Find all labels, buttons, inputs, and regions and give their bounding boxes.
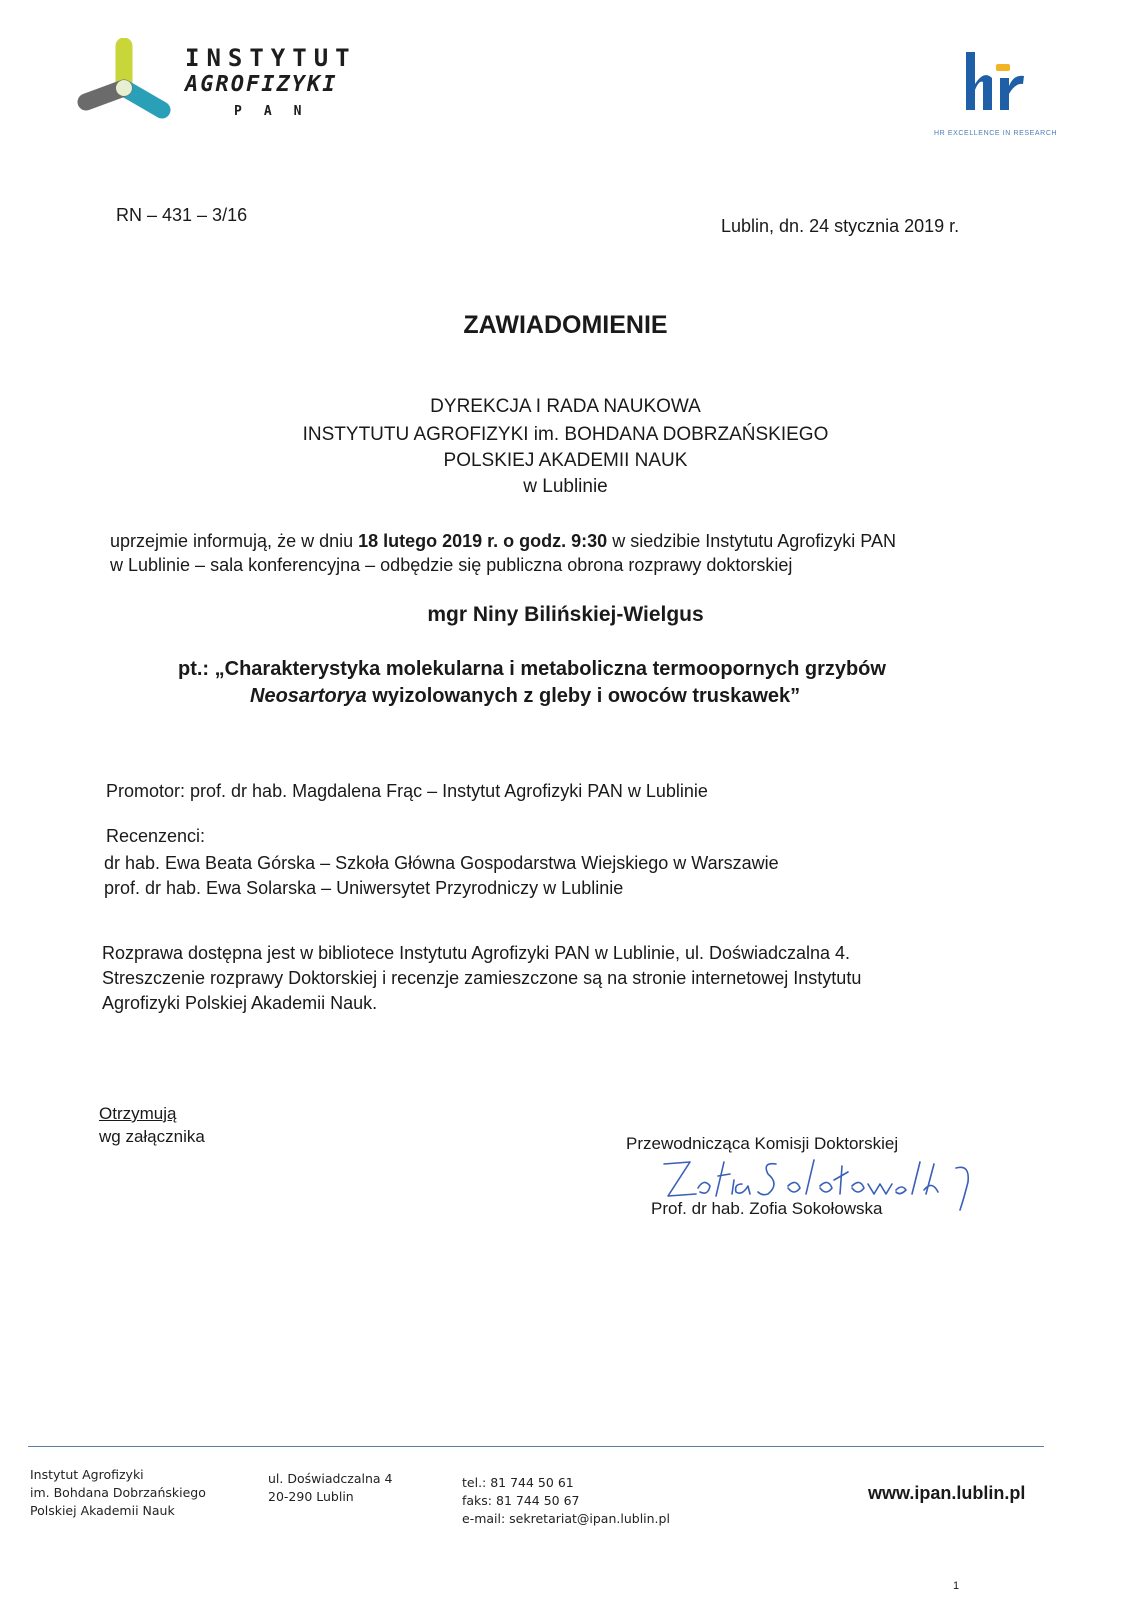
logo-wordmark-line-1: INSTYTUT bbox=[185, 44, 357, 72]
organization-line-4: w Lublinie bbox=[523, 476, 608, 497]
availability-line-2: Streszczenie rozprawy Doktorskiej i recenzje zamieszczone są na stronie internetowej Instytutu bbox=[102, 968, 862, 988]
thesis-genus-name: Neosartorya bbox=[250, 685, 367, 707]
candidate-name: mgr Niny Bilińskiej-Wielgus bbox=[427, 603, 704, 626]
hr-excellence-logo-icon bbox=[960, 48, 1030, 118]
availability-line-1: Rozprawa dostępna jest w bibliotece Instytutu Agrofizyki PAN w Lublinie, ul. Doświadczalna 4. bbox=[102, 943, 851, 963]
place-and-date: Lublin, dn. 24 stycznia 2019 r. bbox=[721, 216, 960, 236]
footer-website: www.ipan.lublin.pl bbox=[868, 1483, 1026, 1503]
defense-date-time: 18 lutego 2019 r. o godz. 9:30 bbox=[358, 531, 608, 551]
footer-street-address bbox=[268, 1470, 393, 1506]
promotor-line: Promotor: prof. dr hab. Magdalena Frąc – Instytut Agrofizyki PAN w Lublinie bbox=[106, 781, 708, 801]
reviewers-label: Recenzenci: bbox=[106, 826, 206, 846]
announcement-text-before: uprzejmie informują, że w dniu bbox=[110, 531, 359, 551]
organization-line-3: POLSKIEJ AKADEMII NAUK bbox=[443, 450, 688, 471]
reviewer-item: prof. dr hab. Ewa Solarska – Uniwersytet Przyrodniczy w Lublinie bbox=[104, 878, 624, 898]
organization-line-1: DYREKCJA I RADA NAUKOWA bbox=[430, 396, 701, 417]
hr-tagline: HR EXCELLENCE IN RESEARCH bbox=[934, 130, 1058, 137]
signatory-title: Przewodnicząca Komisji Doktorskiej bbox=[626, 1134, 899, 1153]
footer-address bbox=[30, 1466, 206, 1520]
logo-wordmark-line-2: AGROFIZYKI bbox=[185, 72, 338, 97]
reviewer-item: dr hab. Ewa Beata Górska – Szkoła Główna Gospodarstwa Wiejskiego w Warszawie bbox=[104, 853, 779, 873]
footer-address-line: Instytut Agrofizyki bbox=[30, 1467, 144, 1482]
signatory-name: Prof. dr hab. Zofia Sokołowska bbox=[651, 1199, 883, 1218]
footer-email: e-mail: sekretariat@ipan.lublin.pl bbox=[462, 1511, 670, 1526]
footer-city: 20-290 Lublin bbox=[268, 1489, 354, 1504]
footer-address-line: im. Bohdana Dobrzańskiego bbox=[30, 1485, 206, 1500]
page-number: 1 bbox=[953, 1580, 960, 1592]
footer-phone: tel.: 81 744 50 61 bbox=[462, 1475, 574, 1490]
thesis-title-line-1: pt.: „Charakterystyka molekularna i metaboliczna termoopornych grzybów bbox=[178, 658, 886, 680]
footer-address-line: Polskiej Akademii Nauk bbox=[30, 1503, 175, 1518]
footer-street: ul. Doświadczalna 4 bbox=[268, 1471, 393, 1486]
recipients-value: wg załącznika bbox=[99, 1127, 205, 1146]
document-title: ZAWIADOMIENIE bbox=[463, 311, 668, 339]
announcement-text-after: w siedzibie Instytutu Agrofizyki PAN bbox=[607, 531, 896, 551]
footer-divider bbox=[28, 1446, 1044, 1447]
footer-contacts bbox=[462, 1474, 670, 1528]
footer-fax: faks: 81 744 50 67 bbox=[462, 1493, 580, 1508]
reference-number: RN – 431 – 3/16 bbox=[116, 205, 248, 225]
announcement-line-1 bbox=[110, 531, 896, 552]
thesis-title-rest: wyizolowanych z gleby i owoców truskawek” bbox=[366, 685, 801, 707]
availability-line-3: Agrofizyki Polskiej Akademii Nauk. bbox=[102, 993, 378, 1013]
thesis-title-line-2 bbox=[250, 685, 800, 708]
institute-logo-icon bbox=[76, 38, 172, 126]
organization-line-2: INSTYTUTU AGROFIZYKI im. BOHDANA DOBRZAŃSKIEGO bbox=[302, 424, 829, 445]
announcement-line-2: w Lublinie – sala konferencyjna – odbędzie się publiczna obrona rozprawy doktorskiej bbox=[110, 555, 793, 575]
logo-wordmark-line-3: PAN bbox=[234, 104, 324, 119]
recipients-label: Otrzymują bbox=[99, 1104, 177, 1123]
